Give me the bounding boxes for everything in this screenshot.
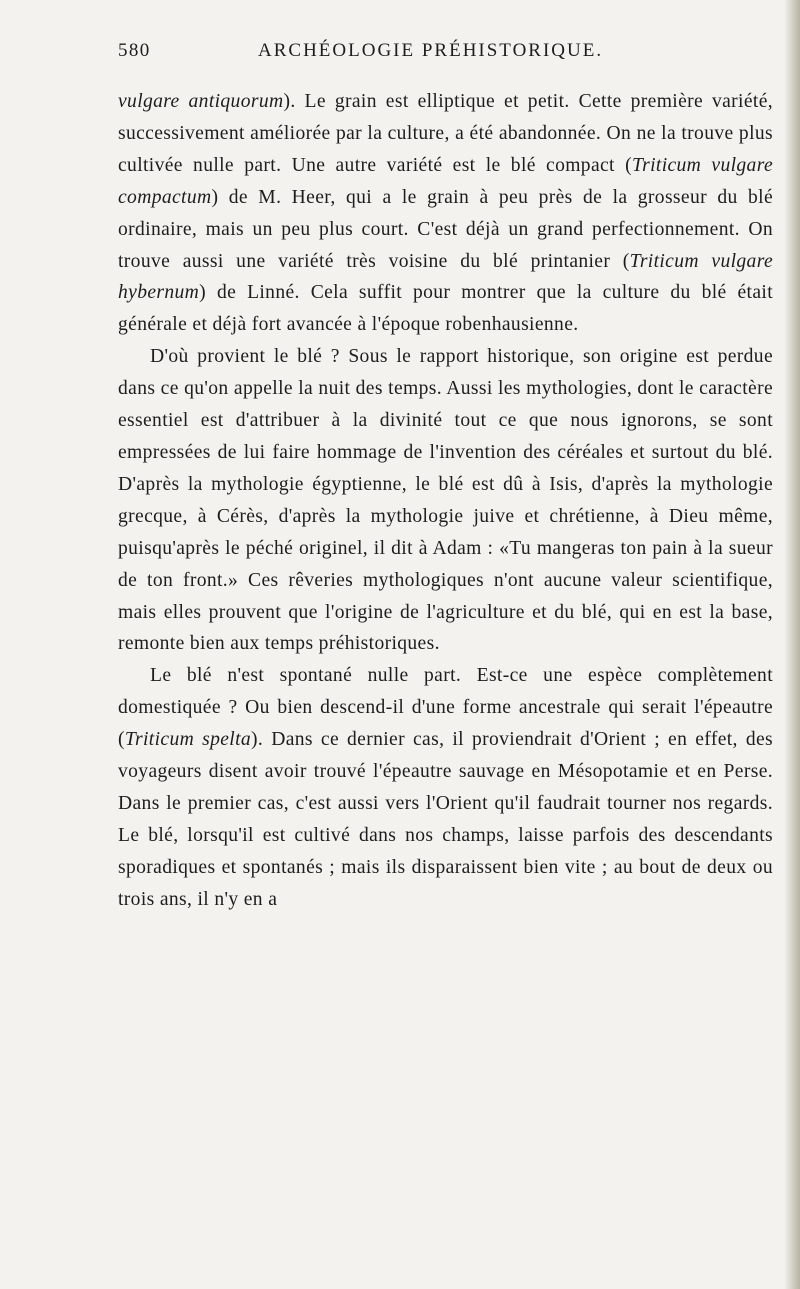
paragraph-text: Le blé n'est spontané nulle part. Est-ce une espèce complètement domestiquée ? Ou bien descend-il d'une forme ancestrale qui serait l'épeautre ( xyxy=(118,665,773,751)
paragraph-text: ). Le grain est elliptique et petit. Cette première variété, successivement améliorée par la culture, a été abandonnée. On ne la trouve plus cultivée nulle part. Une autre variété est le blé compact ( xyxy=(118,91,773,176)
paragraph-text: ). Dans ce dernier cas, il proviendrait d'Orient ; en effet, des voyageurs disent avoir trouvé l'épeautre sauvage en Mésopotamie et en Perse. Dans le premier cas, c'est aussi vers l'Orient qu'il faudrait tourner nos regards. Le blé, lorsqu'il est cultivé dans nos champs, laisse parfois des descendants sporadiques et spontanés ; mais ils disparaissent bien vite ; au bout de deux ou trois ans, il n'y en a xyxy=(118,729,773,910)
italic-text: Triticum vulgare hybernum xyxy=(118,250,773,304)
paragraph-text: ) de Linné. Cela suffit pour montrer que la culture du blé était générale et déjà fort avancée à l'époque robenhausienne. xyxy=(118,282,773,336)
italic-text: Triticum spelta xyxy=(124,729,252,751)
text-block xyxy=(118,86,773,916)
paragraph-3 xyxy=(118,660,773,915)
paragraph-text: ) de M. Heer, qui a le grain à peu près de la grosseur du blé ordinaire, mais un peu plus court. C'est déjà un grand perfectionnement. On trouve aussi une variété très voisine du blé printanier ( xyxy=(118,186,773,272)
page-header xyxy=(118,40,748,70)
italic-text: Triticum vulgare compactum xyxy=(118,154,774,208)
running-title: ARCHÉOLOGIE PRÉHISTORIQUE. xyxy=(258,40,604,61)
paragraph-1 xyxy=(118,86,773,341)
page-number: 580 xyxy=(118,40,151,61)
italic-text: vulgare antiquorum xyxy=(118,91,284,112)
paragraph-2: D'où provient le blé ? Sous le rapport historique, son origine est perdue dans ce qu'on appelle la nuit des temps. Aussi les mythologies, dont le caractère essentiel est d'attribuer à la divinité tout ce que nous ignorons, se sont empressées de lui faire hommage de l'invention des céréales et surtout du blé. D'après la mythologie égyptienne, le blé est dû à Isis, d'après la mythologie grecque, à Cérès, d'après la mythologie juive et chrétienne, à Dieu même, puisqu'après le péché originel, il dit à Adam : «Tu mangeras ton pain à la sueur de ton front.» Ces rêveries mythologiques n'ont aucune valeur scientifique, mais elles prouvent que l'origine de l'agriculture et du blé, qui en est la base, remonte bien aux temps préhistoriques. xyxy=(118,346,773,655)
page-edge-shadow xyxy=(784,0,800,1289)
